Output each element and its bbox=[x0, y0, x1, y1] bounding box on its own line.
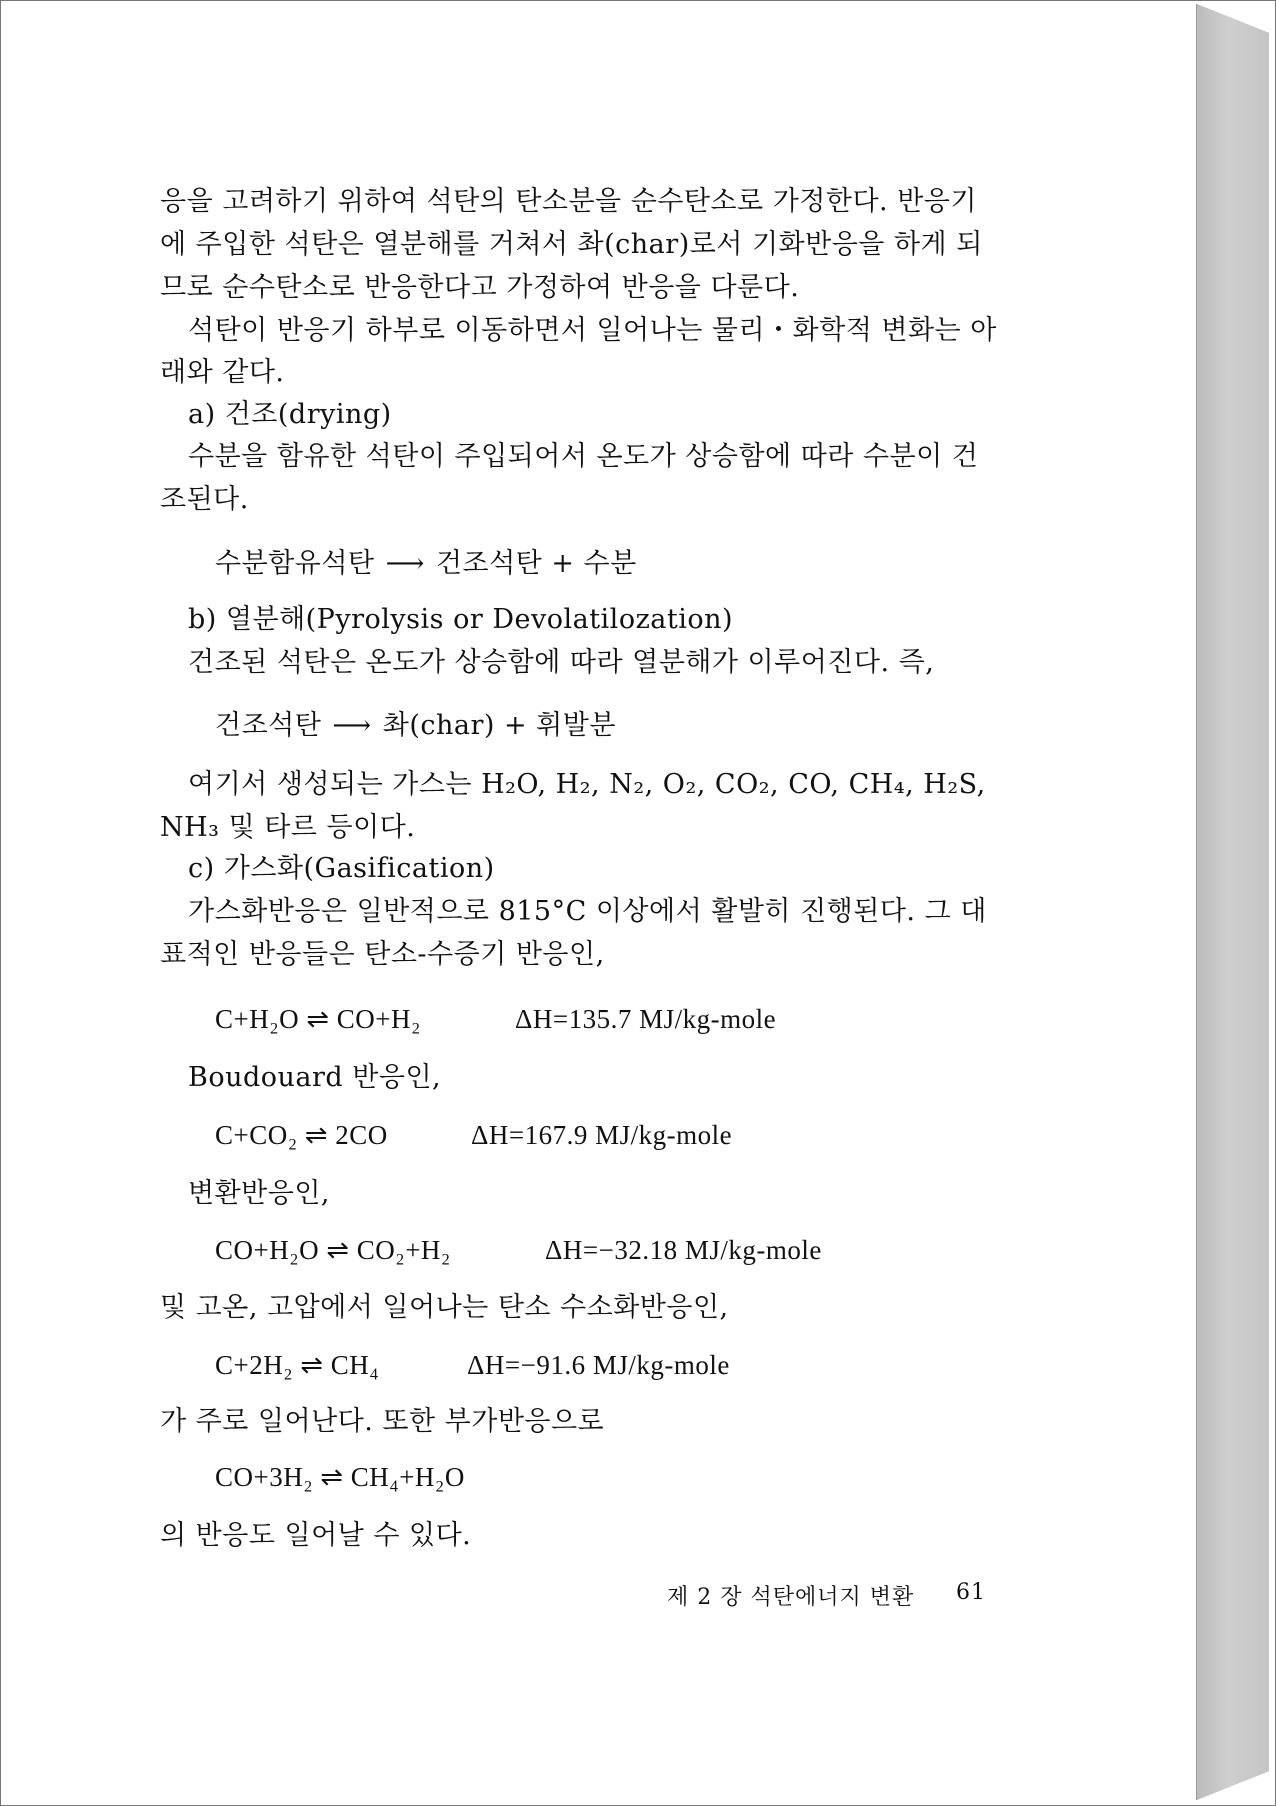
section-c-heading: c) 가스화(Gasification) bbox=[188, 853, 495, 884]
equation-methanation bbox=[215, 1349, 730, 1381]
equation-reaction: C+H₂O ⇌ CO+H₂ bbox=[215, 1004, 421, 1034]
section-b-text-line-1: 건조된 석탄은 온도가 상승함에 따라 열분해가 이루어진다. 즉, bbox=[188, 647, 935, 678]
section-b-heading: b) 열분해(Pyrolysis or Devolatilozation) bbox=[188, 604, 734, 635]
intro-line-3: 므로 순수탄소로 반응한다고 가정하여 반응을 다룬다. bbox=[160, 272, 800, 303]
reaction-right: 건조석탄 + 수분 bbox=[435, 548, 637, 579]
section-c-text-line-1: 가스화반응은 일반적으로 815°C 이상에서 활발히 진행된다. 그 대 bbox=[188, 896, 987, 927]
reaction-left: 건조석탄 bbox=[215, 710, 322, 741]
equation-reaction: CO+H₂O ⇌ CO₂+H₂ bbox=[215, 1235, 451, 1265]
section-a-text-line-1: 수분을 함유한 석탄이 주입되어서 온도가 상승함에 따라 수분이 건 bbox=[188, 441, 979, 472]
equation-enthalpy: ΔH=167.9 MJ/kg-mole bbox=[471, 1120, 733, 1150]
intro-line-2: 에 주입한 석탄은 열분해를 거쳐서 촤(char)로서 기화반응을 하게 되 bbox=[160, 229, 983, 260]
label-boudouard: Boudouard 반응인, bbox=[188, 1062, 442, 1093]
equation-reaction: C+CO₂ ⇌ 2CO bbox=[215, 1120, 388, 1150]
equation-shift bbox=[215, 1234, 822, 1266]
page-number: 61 bbox=[956, 1580, 986, 1605]
arrow-icon: ⟶ bbox=[332, 710, 372, 741]
equation-enthalpy: ΔH=135.7 MJ/kg-mole bbox=[515, 1004, 777, 1034]
equation-enthalpy: ΔH=−32.18 MJ/kg-mole bbox=[545, 1235, 822, 1265]
equation-reaction: C+2H₂ ⇌ CH₄ bbox=[215, 1350, 380, 1380]
equation-water-gas bbox=[215, 1003, 777, 1035]
changes-line-2: 래와 같다. bbox=[160, 357, 285, 388]
section-b-reaction bbox=[215, 710, 616, 742]
section-b-gases-line-2: NH₃ 및 타르 등이다. bbox=[160, 812, 416, 843]
footer-chapter: 제 2 장 석탄에너지 변환 bbox=[667, 1585, 915, 1610]
section-a-heading: a) 건조(drying) bbox=[188, 399, 392, 430]
label-shift: 변환반응인, bbox=[188, 1178, 330, 1209]
section-b-gases-line-1: 여기서 생성되는 가스는 H₂O, H₂, N₂, O₂, CO₂, CO, CH₄, H₂S, bbox=[188, 769, 986, 800]
reaction-right: 촤(char) + 휘발분 bbox=[382, 710, 616, 741]
book-page-edge bbox=[1197, 4, 1269, 1800]
label-main-reactions: 가 주로 일어난다. 또한 부가반응으로 bbox=[160, 1406, 605, 1437]
intro-line-1: 응을 고려하기 위하여 석탄의 탄소분을 순수탄소로 가정한다. 반응기 bbox=[160, 186, 977, 217]
label-hydrogenation: 및 고온, 고압에서 일어나는 탄소 수소화반응인, bbox=[160, 1292, 729, 1323]
arrow-icon: ⟶ bbox=[385, 548, 425, 579]
section-a-reaction bbox=[215, 548, 637, 580]
reaction-left: 수분함유석탄 bbox=[215, 548, 375, 579]
equation-enthalpy: ΔH=−91.6 MJ/kg-mole bbox=[467, 1350, 730, 1380]
section-c-text-line-2: 표적인 반응들은 탄소-수증기 반응인, bbox=[160, 939, 605, 970]
changes-line-1: 석탄이 반응기 하부로 이동하면서 일어나는 물리・화학적 변화는 아 bbox=[188, 315, 997, 346]
closing-line: 의 반응도 일어날 수 있다. bbox=[160, 1520, 472, 1551]
equation-boudouard bbox=[215, 1119, 733, 1151]
equation-additional bbox=[215, 1461, 465, 1493]
equation-reaction: CO+3H₂ ⇌ CH₄+H₂O bbox=[215, 1462, 465, 1492]
section-a-text-line-2: 조된다. bbox=[160, 484, 249, 515]
